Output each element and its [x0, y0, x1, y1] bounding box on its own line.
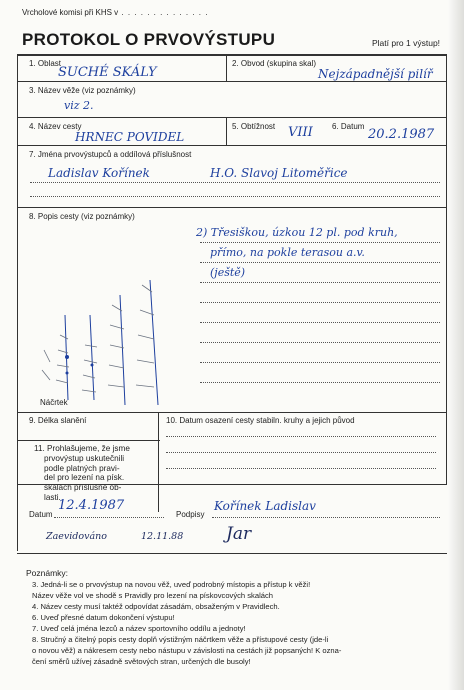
desc-dotline — [200, 382, 440, 383]
field-4-label: 4. Název cesty — [29, 122, 82, 131]
note-item: 7. Uveď celá jména lezců a název sportovního oddílu a jednoty! — [32, 624, 246, 633]
divider-9-10 — [158, 412, 159, 440]
note-item: 4. Název cesty musí taktéž odpovídat zásadám, obsaženým v Pravidlech. — [32, 602, 280, 611]
field-3-value[interactable]: viz 2. — [64, 99, 94, 112]
note-item: 6. Uveď přesné datum dokončení výstupu! — [32, 613, 175, 622]
sketch-label: Náčrtek — [40, 398, 68, 407]
page-title: PROTOKOL O PRVOVÝSTUPU — [22, 30, 276, 49]
row-line-9 — [17, 440, 160, 441]
field-10-label: 10. Datum osazení cesty stabiln. kruhy a jejich původ — [166, 416, 355, 425]
frame-right — [446, 54, 447, 484]
field-2-label: 2. Obvod (skupina skal) — [232, 59, 317, 68]
description-line-1[interactable]: 2) Třesiškou, úzkou 12 pl. pod kruh, — [196, 226, 398, 239]
row-line-3 — [17, 117, 447, 118]
field-3-label: 3. Název věže (viz poznámky) — [29, 86, 136, 95]
description-line-3[interactable]: (ještě) — [210, 266, 246, 279]
note-item: o novou věž) a nákresem cesty nebo nástupu v závislosti na cestách již popsaných! K ozna- — [32, 646, 342, 655]
field-5-label: 5. Obtížnost — [232, 122, 276, 131]
field-9-label: 9. Délka slanění — [29, 416, 87, 425]
row-line-8 — [17, 412, 447, 413]
desc-dotline — [200, 242, 440, 243]
desc-dotline — [200, 282, 440, 283]
route-sketch — [30, 255, 190, 405]
frame-bottom — [17, 553, 447, 554]
field-1-label: 1. Oblast — [29, 59, 62, 68]
field-7-club[interactable]: H.O. Slavoj Litoměřice — [210, 166, 348, 180]
signature-dotline — [212, 517, 440, 518]
desc-dotline — [200, 322, 440, 323]
divider-11 — [158, 440, 159, 512]
field-6-value[interactable]: 20.2.1987 — [368, 127, 435, 142]
divider-1-2 — [226, 54, 227, 81]
row-line-7 — [17, 207, 447, 208]
scan-edge-shadow — [448, 0, 464, 690]
signatures-value[interactable]: Kořínek Ladislav — [214, 499, 316, 513]
declaration: 11. Prohlašujeme, že jsme prvovýstup uskutečnili podle platných pravi- del pro lezení na písk. skalách příslušné ob- lasti. — [34, 444, 130, 502]
desc-dotline — [200, 302, 440, 303]
field-10-dotline-3 — [166, 468, 436, 469]
row-line-4 — [17, 145, 447, 146]
registration-signature: Jar — [226, 524, 252, 544]
field-2-value[interactable]: Nejzápadnější pilíř — [318, 67, 433, 81]
field-10-dotline — [166, 436, 436, 437]
field-7-name[interactable]: Ladislav Kořínek — [48, 166, 150, 180]
field-6-label: 6. Datum — [332, 122, 365, 131]
field-7-dotline — [30, 182, 440, 183]
frame-top — [17, 54, 447, 56]
committee-line: Vrcholové komisi při KHS v . . . . . . . . . . . . . . — [22, 8, 209, 17]
field-7-dotline-2 — [30, 196, 440, 197]
field-1-value[interactable]: SUCHÉ SKÁLY — [58, 65, 157, 80]
frame-left — [17, 54, 18, 551]
date-value[interactable]: 12.4.1987 — [58, 498, 125, 513]
field-7-label: 7. Jména prvovýstupců a oddílová příslušnost — [29, 150, 192, 159]
signatures-label: Podpisy — [176, 510, 205, 519]
registration-text: Zaevidováno 12.11.88 — [46, 531, 184, 542]
field-4-value[interactable]: HRNEC POVIDEL — [75, 130, 185, 144]
field-5-value[interactable]: VIII — [288, 125, 313, 140]
divider-4-5 — [226, 117, 227, 145]
field-8-label: 8. Popis cesty (viz poznámky) — [29, 212, 135, 221]
desc-dotline — [200, 262, 440, 263]
row-line-1 — [17, 81, 447, 82]
valid-note: Platí pro 1 výstup! — [372, 38, 441, 48]
date-dotline — [54, 517, 164, 518]
desc-dotline — [200, 362, 440, 363]
row-line-10 — [17, 484, 447, 485]
description-line-2[interactable]: přímo, na pokle terasou a.v. — [210, 246, 365, 259]
desc-dotline — [200, 342, 440, 343]
note-item: Název věže vol ve shodě s Pravidly pro lezení na pískovcových skalách — [32, 591, 274, 600]
note-item: čení směrů užívej zásadně světových stran, určených dle busoly! — [32, 657, 251, 666]
note-item: 3. Jedná-li se o prvovýstup na novou věž, uveď podrobný místopis a přístup k věži! — [32, 580, 311, 589]
notes-title: Poznámky: — [26, 568, 69, 578]
date-label: Datum — [29, 510, 53, 519]
note-item: 8. Stručný a čitelný popis cesty doplň výstižným náčrtkem věže a přístupové cesty (jde-li — [32, 635, 329, 644]
field-10-dotline-2 — [166, 452, 436, 453]
